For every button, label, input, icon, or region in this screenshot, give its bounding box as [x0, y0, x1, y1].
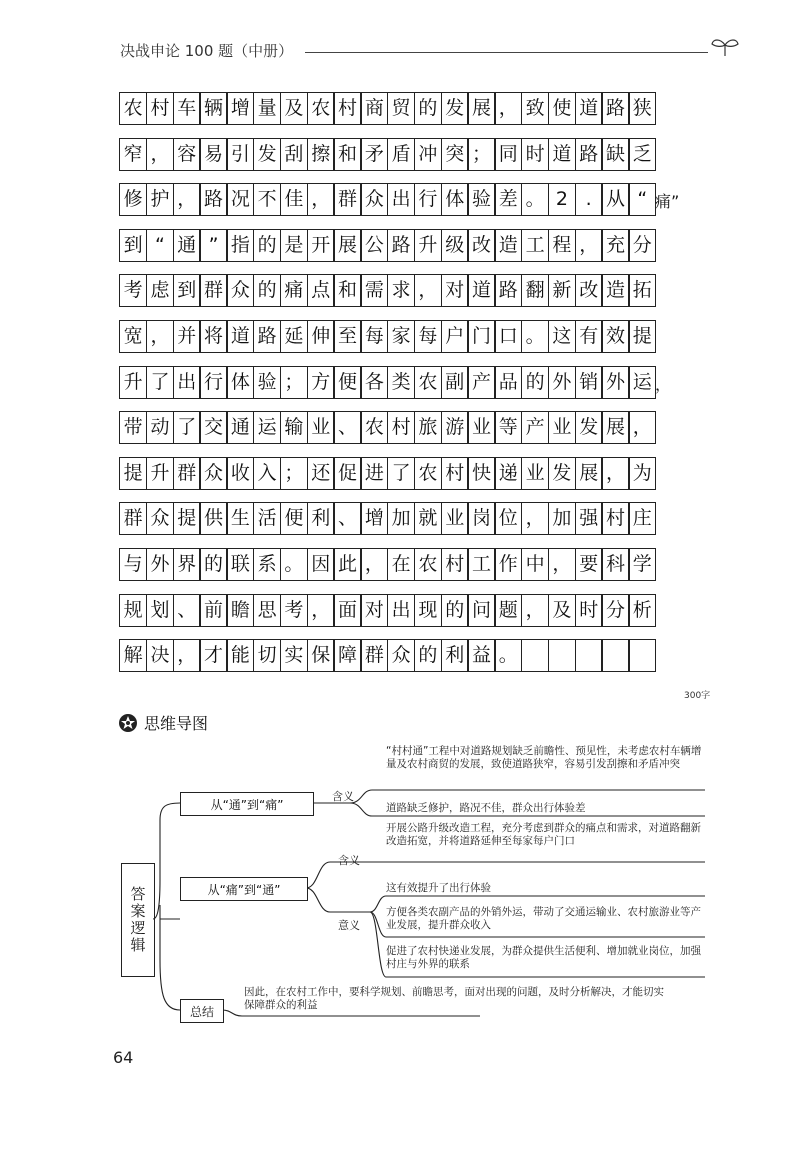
grid-cell: 前 — [199, 594, 227, 627]
grid-cell: 。 — [280, 548, 308, 581]
grid-cell: 需 — [360, 274, 388, 307]
grid-cell: 析 — [628, 594, 656, 627]
grid-cell: 销 — [575, 366, 603, 399]
grid-cell: 辆 — [199, 92, 227, 125]
branch-tag: 意义 — [338, 919, 360, 932]
grid-cell: 体 — [226, 366, 254, 399]
grid-cell: 提 — [119, 457, 147, 490]
grid-cell: 窄 — [119, 138, 147, 171]
grid-cell: 中 — [521, 548, 549, 581]
grid-cell: 发 — [253, 138, 281, 171]
overflow-punctuation: ， — [655, 374, 672, 394]
grid-cell: 。 — [494, 639, 522, 672]
grid-cell: 利 — [307, 502, 335, 535]
grid-cell: 效 — [601, 320, 629, 353]
grid-cell: 出 — [173, 366, 201, 399]
grid-cell: 益 — [467, 639, 495, 672]
grid-cell: 作 — [494, 548, 522, 581]
grid-cell: 便 — [333, 366, 361, 399]
grid-cell: 思 — [253, 594, 281, 627]
grid-cell: 公 — [360, 229, 388, 262]
grid-cell: 易 — [199, 138, 227, 171]
grid-cell: 虑 — [146, 274, 174, 307]
grid-cell: 外 — [548, 366, 576, 399]
grid-cell: 从 — [601, 183, 629, 216]
grid-cell: 带 — [119, 411, 147, 444]
grid-cell: 瞻 — [226, 594, 254, 627]
grid-cell: 还 — [307, 457, 335, 490]
grid-cell: 入 — [253, 457, 281, 490]
grid-cell: 群 — [333, 183, 361, 216]
grid-cell: 决 — [146, 639, 174, 672]
grid-cell: 级 — [441, 229, 469, 262]
grid-cell: 并 — [173, 320, 201, 353]
grid-cell: 造 — [494, 229, 522, 262]
grid-cell: 动 — [146, 411, 174, 444]
grid-cell: 强 — [575, 502, 603, 535]
grid-cell: 运 — [253, 411, 281, 444]
grid-cell: 新 — [548, 274, 576, 307]
mind-map-title: 思维导图 — [144, 714, 209, 733]
grid-cell: 的 — [521, 366, 549, 399]
grid-cell: 改 — [467, 229, 495, 262]
grid-cell: 业 — [441, 502, 469, 535]
grid-cell: 村 — [601, 502, 629, 535]
grid-cell: 缺 — [601, 138, 629, 171]
grid-cell: 产 — [521, 411, 549, 444]
grid-cell: 造 — [601, 274, 629, 307]
grid-cell: ， — [601, 457, 629, 490]
grid-cell: 副 — [441, 366, 469, 399]
overflow-punctuation: 痛” — [655, 192, 680, 212]
grid-cell: ， — [521, 502, 549, 535]
grid-cell: 现 — [414, 594, 442, 627]
grid-cell: ， — [146, 320, 174, 353]
grid-cell: 农 — [414, 548, 442, 581]
branch-tag: 含义 — [338, 854, 360, 867]
grid-cell: 展 — [601, 411, 629, 444]
grid-cell: 容 — [173, 138, 201, 171]
grid-cell: 况 — [226, 183, 254, 216]
grid-cell: 、 — [333, 411, 361, 444]
grid-cell: 外 — [601, 366, 629, 399]
grid-cell: 伸 — [307, 320, 335, 353]
grid-cell: 生 — [226, 502, 254, 535]
grid-cell: 改 — [575, 274, 603, 307]
branch-note: 促进了农村快递业发展，为群众提供生活便利、增加就业岗位，加强村庄与外界的联系 — [386, 945, 701, 970]
grid-cell: 时 — [521, 138, 549, 171]
branch-tag: 含义 — [332, 790, 354, 803]
grid-cell: 致 — [521, 92, 549, 125]
grid-cell: 要 — [575, 548, 603, 581]
grid-cell: ， — [307, 594, 335, 627]
grid-cell: 充 — [601, 229, 629, 262]
grid-cell: 面 — [333, 594, 361, 627]
grid-cell: 能 — [226, 639, 254, 672]
grid-cell: 提 — [628, 320, 656, 353]
mind-map-root: 答案逻辑 — [121, 863, 155, 977]
grid-cell: 增 — [226, 92, 254, 125]
grid-cell: 外 — [146, 548, 174, 581]
grid-cell: 车 — [173, 92, 201, 125]
grid-cell: 时 — [575, 594, 603, 627]
grid-cell: 业 — [521, 457, 549, 490]
grid-cell: 了 — [146, 366, 174, 399]
grid-cell: 农 — [119, 92, 147, 125]
grid-cell: 的 — [253, 229, 281, 262]
grid-cell: 对 — [360, 594, 388, 627]
grid-cell: 群 — [119, 502, 147, 535]
grid-cell: 对 — [441, 274, 469, 307]
grid-cell: 工 — [521, 229, 549, 262]
grid-cell: 翻 — [521, 274, 549, 307]
grid-cell: 路 — [199, 183, 227, 216]
branch-note: 方便各类农副产品的外销外运，带动了交通运输业、农村旅游业等产业发展，提升群众收入 — [386, 906, 701, 931]
grid-cell: 展 — [467, 92, 495, 125]
grid-cell: 升 — [146, 457, 174, 490]
grid-cell: 类 — [387, 366, 415, 399]
grid-cell: 。 — [521, 320, 549, 353]
grid-cell: “ — [628, 183, 656, 216]
grid-cell: 就 — [414, 502, 442, 535]
grid-cell: 路 — [575, 138, 603, 171]
grid-cell: 有 — [575, 320, 603, 353]
grid-cell: 了 — [173, 411, 201, 444]
grid-cell: 品 — [494, 366, 522, 399]
grid-cell: 通 — [173, 229, 201, 262]
grid-cell: 路 — [387, 229, 415, 262]
grid-cell: 通 — [226, 411, 254, 444]
grid-cell: 提 — [173, 502, 201, 535]
grid-cell: 供 — [199, 502, 227, 535]
grid-cell: ， — [521, 594, 549, 627]
grid-cell: 村 — [387, 411, 415, 444]
grid-cell: 2 — [548, 183, 576, 216]
grid-cell: ， — [414, 274, 442, 307]
grid-cell: 保 — [307, 639, 335, 672]
grid-cell: 在 — [387, 548, 415, 581]
grid-cell: ； — [467, 138, 495, 171]
grid-cell: 出 — [387, 183, 415, 216]
grid-cell: 宽 — [119, 320, 147, 353]
grid-cell: 程 — [548, 229, 576, 262]
branch-note: 因此，在农村工作中，要科学规划、前瞻思考，面对出现的问题，及时分析解决，才能切实保障群众的利益 — [244, 986, 664, 1011]
grid-cell: 进 — [360, 457, 388, 490]
grid-cell: 家 — [387, 320, 415, 353]
grid-cell: 业 — [307, 411, 335, 444]
grid-cell: 规 — [119, 594, 147, 627]
grid-cell: ， — [360, 548, 388, 581]
grid-cell: 界 — [173, 548, 201, 581]
grid-cell: 体 — [441, 183, 469, 216]
book-title: 决战申论 100 题（中册） — [120, 42, 294, 60]
grid-cell: ， — [575, 229, 603, 262]
grid-cell: 各 — [360, 366, 388, 399]
grid-cell: 游 — [441, 411, 469, 444]
grid-cell: 到 — [173, 274, 201, 307]
grid-cell: 的 — [441, 594, 469, 627]
grid-cell: 开 — [307, 229, 335, 262]
grid-cell: 实 — [280, 639, 308, 672]
grid-cell: 每 — [360, 320, 388, 353]
grid-cell: 业 — [467, 411, 495, 444]
grid-cell: 运 — [628, 366, 656, 399]
grid-cell: 利 — [441, 639, 469, 672]
grid-cell: 到 — [119, 229, 147, 262]
grid-cell: 系 — [253, 548, 281, 581]
grid-cell: 擦 — [307, 138, 335, 171]
grid-cell: 的 — [414, 92, 442, 125]
grid-cell: 分 — [601, 594, 629, 627]
grid-cell: 痛 — [280, 274, 308, 307]
branch-note: “村村通”工程中对道路规划缺乏前瞻性、预见性，未考虑农村车辆增量及农村商贸的发展，致使道路狭窄，容易引发刮擦和矛盾冲突 — [386, 745, 702, 770]
branch-note: 开展公路升级改造工程，充分考虑到群众的痛点和需求，对道路翻新改造拓宽，并将道路延伸至每家每户门口 — [386, 822, 701, 847]
grid-cell: 促 — [333, 457, 361, 490]
grid-cell: 加 — [548, 502, 576, 535]
grid-cell: 联 — [226, 548, 254, 581]
grid-cell: 交 — [199, 411, 227, 444]
branch-note: 这有效提升了出行体验 — [386, 882, 491, 894]
grid-cell: 众 — [199, 457, 227, 490]
grid-cell: 道 — [467, 274, 495, 307]
grid-cell: ； — [280, 366, 308, 399]
grid-cell: 贸 — [387, 92, 415, 125]
grid-cell: 业 — [548, 411, 576, 444]
grid-cell: 升 — [414, 229, 442, 262]
grid-cell: 等 — [494, 411, 522, 444]
grid-cell: 障 — [333, 639, 361, 672]
grid-cell: 口 — [494, 320, 522, 353]
grid-cell: 村 — [441, 548, 469, 581]
grid-cell: 展 — [333, 229, 361, 262]
branch-label: 从“痛”到“通” — [180, 877, 308, 901]
grid-cell: ， — [548, 548, 576, 581]
grid-cell: 学 — [628, 548, 656, 581]
grid-cell: 考 — [119, 274, 147, 307]
grid-cell: 矛 — [360, 138, 388, 171]
grid-cell: 冲 — [414, 138, 442, 171]
grid-cell: 的 — [199, 548, 227, 581]
grid-cell: 及 — [548, 594, 576, 627]
grid-cell: 方 — [307, 366, 335, 399]
grid-cell: 庄 — [628, 502, 656, 535]
grid-cell: 道 — [226, 320, 254, 353]
grid-cell: ， — [628, 411, 656, 444]
grid-cell: 快 — [467, 457, 495, 490]
grid-cell: 道 — [575, 92, 603, 125]
grid-cell: 展 — [575, 457, 603, 490]
grid-cell: 至 — [333, 320, 361, 353]
grid-cell: 群 — [199, 274, 227, 307]
grid-cell: 的 — [414, 639, 442, 672]
branch-label: 总结 — [180, 999, 224, 1023]
branch-label: 从“通”到“痛” — [180, 792, 314, 816]
grid-cell: 刮 — [280, 138, 308, 171]
grid-cell: 问 — [467, 594, 495, 627]
grid-cell: ； — [280, 457, 308, 490]
grid-cell: ， — [146, 138, 174, 171]
grid-cell: 、 — [173, 594, 201, 627]
grid-cell: 修 — [119, 183, 147, 216]
grid-cell: 每 — [414, 320, 442, 353]
grid-cell: 路 — [494, 274, 522, 307]
grid-cell: ， — [173, 639, 201, 672]
grid-cell: 商 — [360, 92, 388, 125]
grid-cell: ” — [199, 229, 227, 262]
grid-cell: 护 — [146, 183, 174, 216]
grid-cell: 才 — [199, 639, 227, 672]
grid-cell: 道 — [548, 138, 576, 171]
grid-cell: 农 — [414, 457, 442, 490]
grid-cell: 增 — [360, 502, 388, 535]
grid-cell: 群 — [173, 457, 201, 490]
grid-cell: 岗 — [467, 502, 495, 535]
grid-cell: 门 — [467, 320, 495, 353]
grid-cell: 农 — [360, 411, 388, 444]
grid-cell: 科 — [601, 548, 629, 581]
grid-cell: 、 — [333, 502, 361, 535]
grid-cell: 村 — [146, 92, 174, 125]
grid-cell: 狭 — [628, 92, 656, 125]
grid-cell: 使 — [548, 92, 576, 125]
grid-cell: 活 — [253, 502, 281, 535]
grid-cell: 将 — [199, 320, 227, 353]
grid-cell: “ — [146, 229, 174, 262]
grid-cell: 求 — [387, 274, 415, 307]
grid-cell: 农 — [414, 366, 442, 399]
grid-cell: 是 — [280, 229, 308, 262]
grid-cell: 此 — [333, 548, 361, 581]
grid-cell: 群 — [360, 639, 388, 672]
grid-cell: 差 — [494, 183, 522, 216]
grid-cell: ， — [494, 92, 522, 125]
grid-cell: 发 — [441, 92, 469, 125]
grid-cell: 拓 — [628, 274, 656, 307]
grid-cell: 点 — [307, 274, 335, 307]
grid-cell: 发 — [548, 457, 576, 490]
grid-cell: 盾 — [387, 138, 415, 171]
grid-cell: 突 — [441, 138, 469, 171]
grid-cell: 指 — [226, 229, 254, 262]
grid-cell: 众 — [146, 502, 174, 535]
grid-cell: 发 — [575, 411, 603, 444]
grid-cell: 行 — [199, 366, 227, 399]
page-number: 64 — [113, 1048, 134, 1067]
grid-cell: 出 — [387, 594, 415, 627]
grid-cell: 考 — [280, 594, 308, 627]
grid-cell: 。 — [521, 183, 549, 216]
grid-cell: 路 — [601, 92, 629, 125]
grid-cell: 众 — [387, 639, 415, 672]
grid-cell: 和 — [333, 274, 361, 307]
grid-cell: 验 — [467, 183, 495, 216]
grid-cell: 众 — [360, 183, 388, 216]
grid-cell: 划 — [146, 594, 174, 627]
grid-cell: 延 — [280, 320, 308, 353]
grid-cell: 递 — [494, 457, 522, 490]
grid-cell: 便 — [280, 502, 308, 535]
grid-cell: 为 — [628, 457, 656, 490]
grid-cell: 及 — [280, 92, 308, 125]
grid-cell: 行 — [414, 183, 442, 216]
grid-cell: 和 — [333, 138, 361, 171]
grid-cell: 收 — [226, 457, 254, 490]
grid-cell: 乏 — [628, 138, 656, 171]
grid-cell: 引 — [226, 138, 254, 171]
grid-cell: 解 — [119, 639, 147, 672]
grid-cell: 题 — [494, 594, 522, 627]
branch-note: 道路缺乏修护，路况不佳，群众出行体验差 — [386, 802, 586, 814]
grid-cell: 不 — [253, 183, 281, 216]
grid-cell: 切 — [253, 639, 281, 672]
grid-cell: 量 — [253, 92, 281, 125]
grid-cell: . — [575, 183, 603, 216]
grid-cell: 升 — [119, 366, 147, 399]
grid-cell: 村 — [441, 457, 469, 490]
grid-cell: 工 — [467, 548, 495, 581]
grid-cell: 路 — [253, 320, 281, 353]
grid-cell: 户 — [441, 320, 469, 353]
grid-cell: 同 — [494, 138, 522, 171]
grid-cell: 输 — [280, 411, 308, 444]
word-count: 300字 — [684, 691, 711, 701]
grid-cell: 了 — [387, 457, 415, 490]
grid-cell: ， — [307, 183, 335, 216]
grid-cell: 这 — [548, 320, 576, 353]
grid-cell: 农 — [307, 92, 335, 125]
grid-cell: 加 — [387, 502, 415, 535]
grid-cell: 因 — [307, 548, 335, 581]
grid-cell: 众 — [226, 274, 254, 307]
grid-cell: 旅 — [414, 411, 442, 444]
grid-cell: 村 — [333, 92, 361, 125]
grid-cell: 验 — [253, 366, 281, 399]
grid-cell: 与 — [119, 548, 147, 581]
grid-cell: 产 — [467, 366, 495, 399]
grid-cell: 位 — [494, 502, 522, 535]
grid-cell: ， — [173, 183, 201, 216]
grid-cell: 分 — [628, 229, 656, 262]
grid-cell: 的 — [253, 274, 281, 307]
grid-cell: 佳 — [280, 183, 308, 216]
